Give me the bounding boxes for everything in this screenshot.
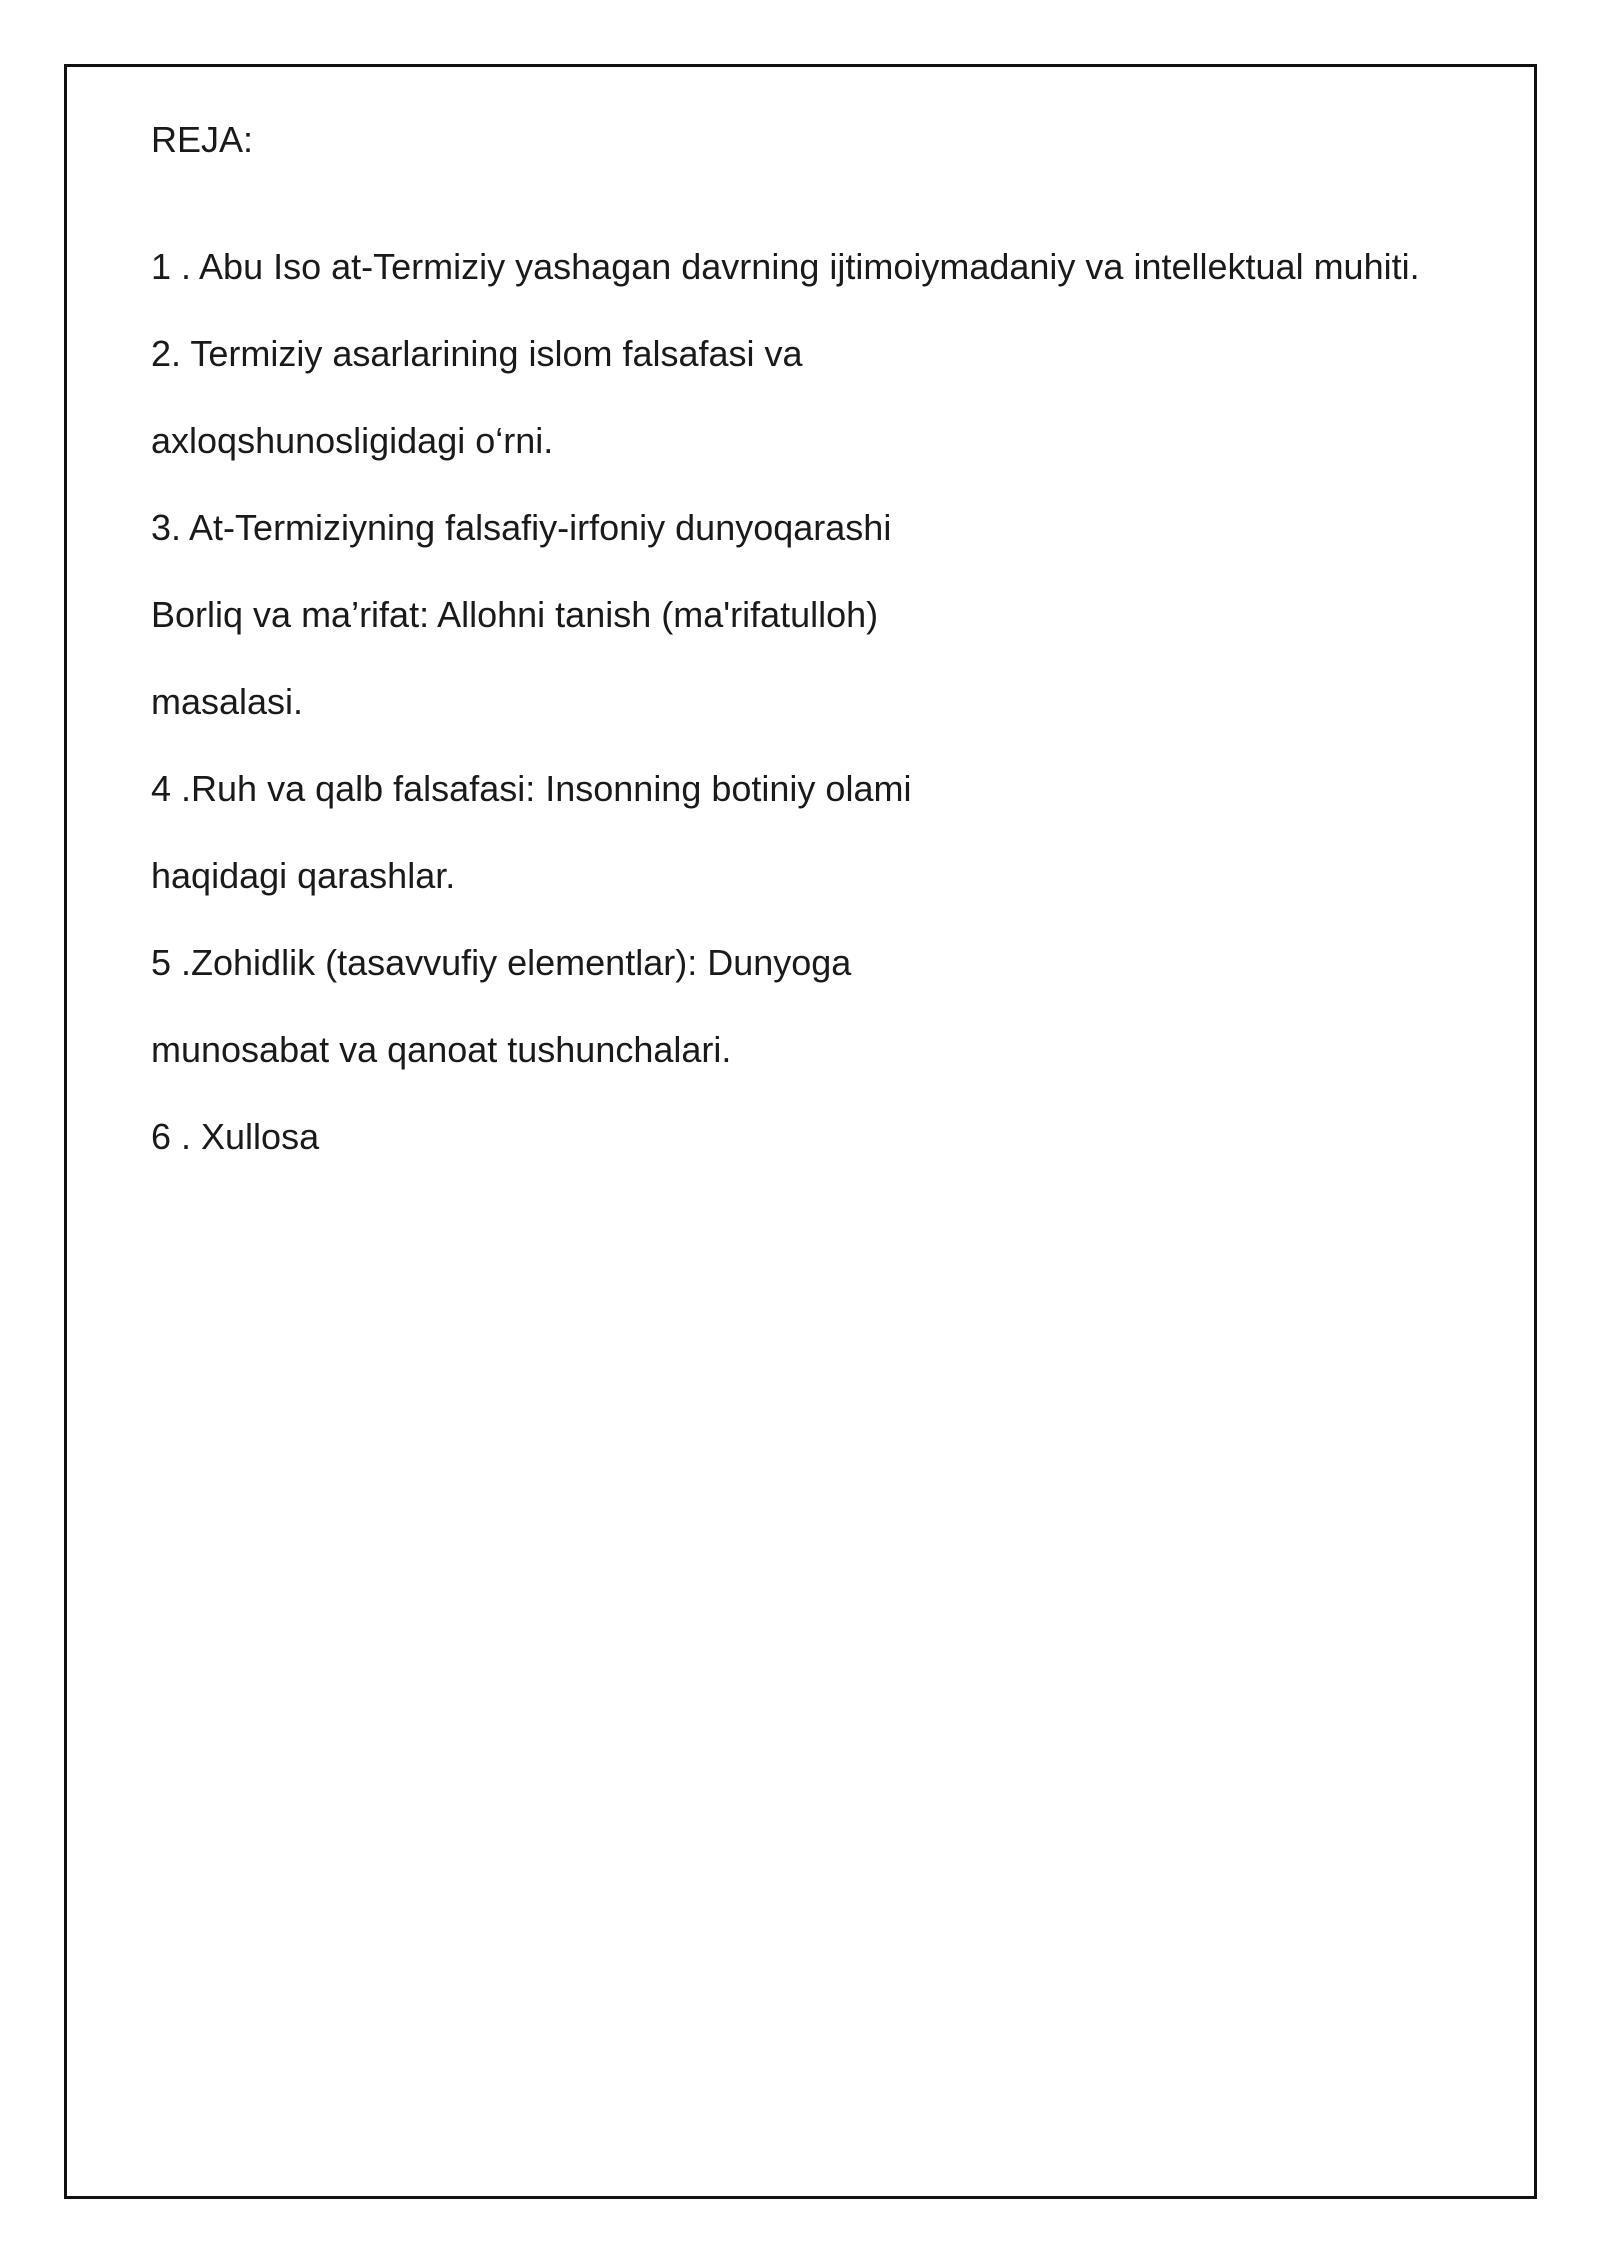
plan-line: munosabat va qanoat tushunchalari. [151,1029,732,1070]
plan-line: 6 . Xullosa [151,1116,320,1157]
plan-line: masalasi. [151,681,304,722]
plan-heading: REJA: [151,119,254,160]
plan-line: 1 . Abu Iso at-Termiziy yashagan davrning ijtimoiymadaniy va intellektual muhiti. [151,246,1420,287]
plan-line: axloqshunosligidagi o‘rni. [151,420,554,461]
plan-list [151,245,1420,1202]
plan-line: Borliq va ma’rifat: Allohni tanish (ma'rifatulloh) [151,594,879,635]
plan-line: 2. Termiziy asarlarining islom falsafasi va [151,333,803,374]
plan-line: 5 .Zohidlik (tasavvufiy elementlar): Dunyoga [151,942,852,983]
plan-line: 4 .Ruh va qalb falsafasi: Insonning botiniy olami [151,768,912,809]
plan-line: 3. At-Termiziyning falsafiy-irfoniy dunyoqarashi [151,507,892,548]
plan-line: haqidagi qarashlar. [151,855,456,896]
